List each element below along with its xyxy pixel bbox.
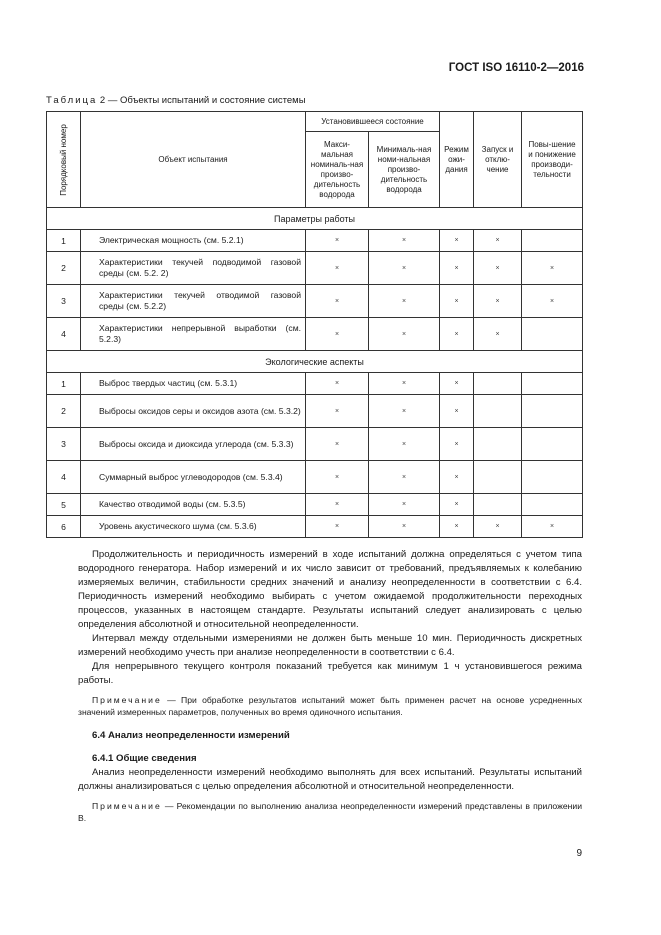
mark-cell: × <box>440 373 474 395</box>
mark-cell: × <box>306 252 369 285</box>
row-object: Характеристики текучей отводимой газовой среды (см. 5.2.2) <box>81 285 306 318</box>
table-caption <box>46 95 306 106</box>
note <box>78 800 582 824</box>
mark-cell: × <box>369 285 440 318</box>
mark-cell: × <box>440 461 474 494</box>
header-order-number: Порядковый номер <box>47 112 81 208</box>
mark-cell: × <box>306 230 369 252</box>
header-standby: Режим ожи-дания <box>440 112 474 208</box>
header-start-stop: Запуск и отклю-чение <box>474 112 522 208</box>
mark-cell: × <box>306 395 369 428</box>
standard-code: ГОСТ ISO 16110-2—2016 <box>448 62 584 74</box>
mark-cell: × <box>440 516 474 538</box>
mark-cell-empty <box>474 461 522 494</box>
mark-cell: × <box>369 318 440 351</box>
mark-cell-empty <box>522 373 583 395</box>
subsection-heading: 6.4.1 Общие сведения <box>92 753 197 764</box>
mark-cell: × <box>522 516 583 538</box>
row-number: 6 <box>47 516 81 538</box>
mark-cell: × <box>440 494 474 516</box>
mark-cell: × <box>440 230 474 252</box>
mark-cell-empty <box>522 230 583 252</box>
mark-cell: × <box>306 285 369 318</box>
row-number: 3 <box>47 428 81 461</box>
row-number: 2 <box>47 395 81 428</box>
row-number: 5 <box>47 494 81 516</box>
mark-cell-empty <box>474 494 522 516</box>
mark-cell: × <box>440 252 474 285</box>
objects-table <box>46 111 583 538</box>
body-text <box>78 548 582 824</box>
header-min-rate: Минималь-ная номи-нальная произво-дительность водорода <box>369 132 440 208</box>
mark-cell-empty <box>522 428 583 461</box>
mark-cell-empty <box>522 461 583 494</box>
mark-cell: × <box>440 428 474 461</box>
table-caption-label: Таблица <box>46 95 98 106</box>
mark-cell: × <box>306 516 369 538</box>
section-title: Параметры работы <box>47 208 583 230</box>
paragraph: Анализ неопределенности измерений необходимо выполнять для всех испытаний. Результаты испытаний должны анализироваться с целью определения абсолютной и относительной неопределенности. <box>78 767 582 792</box>
paragraph: Продолжительность и периодичность измерений в ходе испытаний должна определяться с учетом типа водородного генератора. Набор измерений и их число зависит от требований, предъявляемых к колебанию измеряемых величин, стабильности средних значений и анализу неопределенности в соответствии с 6.4. Периодичность измерений необходимо выбирать с учетом ожидаемой продолжительности переходных процессов, указанных в настоящем стандарте. Результаты испытаний следует анализировать с целью определения абсолютной и относительной неопределенности. <box>78 549 582 630</box>
note-label: Примечание <box>92 695 162 705</box>
mark-cell: × <box>369 516 440 538</box>
paragraph: Для непрерывного текущего контроля показаний требуется как минимум 1 ч установившегося режима работы. <box>78 661 582 686</box>
mark-cell: × <box>474 230 522 252</box>
header-object: Объект испытания <box>81 112 306 208</box>
mark-cell: × <box>522 285 583 318</box>
table-caption-text: — Объекты испытаний и состояние системы <box>107 95 306 106</box>
row-number: 4 <box>47 318 81 351</box>
mark-cell: × <box>474 252 522 285</box>
row-number: 1 <box>47 373 81 395</box>
mark-cell-empty <box>474 428 522 461</box>
mark-cell: × <box>369 230 440 252</box>
mark-cell: × <box>474 318 522 351</box>
mark-cell-empty <box>522 395 583 428</box>
mark-cell: × <box>474 285 522 318</box>
mark-cell: × <box>369 373 440 395</box>
note-text: — Рекомендации по выполнению анализа неопределенности измерений представлены в приложении В. <box>78 801 582 823</box>
section-heading: 6.4 Анализ неопределенности измерений <box>92 730 290 741</box>
section-title: Экологические аспекты <box>47 351 583 373</box>
row-object: Характеристики непрерывной выработки (см. 5.2.3) <box>81 318 306 351</box>
mark-cell: × <box>369 494 440 516</box>
row-number: 2 <box>47 252 81 285</box>
mark-cell: × <box>369 428 440 461</box>
row-number: 3 <box>47 285 81 318</box>
row-object: Суммарный выброс углеводородов (см. 5.3.4) <box>81 461 306 494</box>
mark-cell: × <box>474 516 522 538</box>
header-ramp: Повы-шение и понижение производи-тельности <box>522 112 583 208</box>
row-object: Выбросы оксида и диоксида углерода (см. 5.3.3) <box>81 428 306 461</box>
mark-cell: × <box>306 318 369 351</box>
row-object: Уровень акустического шума (см. 5.3.6) <box>81 516 306 538</box>
row-object: Выброс твердых частиц (см. 5.3.1) <box>81 373 306 395</box>
mark-cell: × <box>306 428 369 461</box>
mark-cell-empty <box>474 395 522 428</box>
mark-cell-empty <box>522 494 583 516</box>
mark-cell: × <box>369 395 440 428</box>
table-caption-number: 2 <box>99 95 106 106</box>
mark-cell: × <box>369 252 440 285</box>
row-object: Выбросы оксидов серы и оксидов азота (см. 5.3.2) <box>81 395 306 428</box>
row-number: 1 <box>47 230 81 252</box>
mark-cell: × <box>440 395 474 428</box>
row-object: Характеристики текучей подводимой газовой среды (см. 5.2. 2) <box>81 252 306 285</box>
note-text: — При обработке результатов испытаний может быть применен расчет на основе усредненных значений измеренных параметров, полученных во время одиночного испытания. <box>78 695 582 717</box>
mark-cell: × <box>306 373 369 395</box>
row-object: Качество отводимой воды (см. 5.3.5) <box>81 494 306 516</box>
mark-cell: × <box>306 461 369 494</box>
mark-cell: × <box>440 318 474 351</box>
mark-cell: × <box>440 285 474 318</box>
mark-cell: × <box>522 252 583 285</box>
mark-cell-empty <box>474 373 522 395</box>
paragraph: Интервал между отдельными измерениями не должен быть меньше 10 мин. Периодичность дискретных измерений необходимо учесть при анализе неопределенности в соответствии с 6.4. <box>78 633 582 658</box>
mark-cell-empty <box>522 318 583 351</box>
note-label: Примечание <box>92 801 162 811</box>
row-number: 4 <box>47 461 81 494</box>
mark-cell: × <box>369 461 440 494</box>
header-steady-state: Установившееся состояние <box>306 112 440 132</box>
page-number: 9 <box>576 848 582 859</box>
note <box>78 694 582 718</box>
row-object: Электрическая мощность (см. 5.2.1) <box>81 230 306 252</box>
mark-cell: × <box>306 494 369 516</box>
header-max-rate: Макси-мальная номиналь-ная произво-дительность водорода <box>306 132 369 208</box>
